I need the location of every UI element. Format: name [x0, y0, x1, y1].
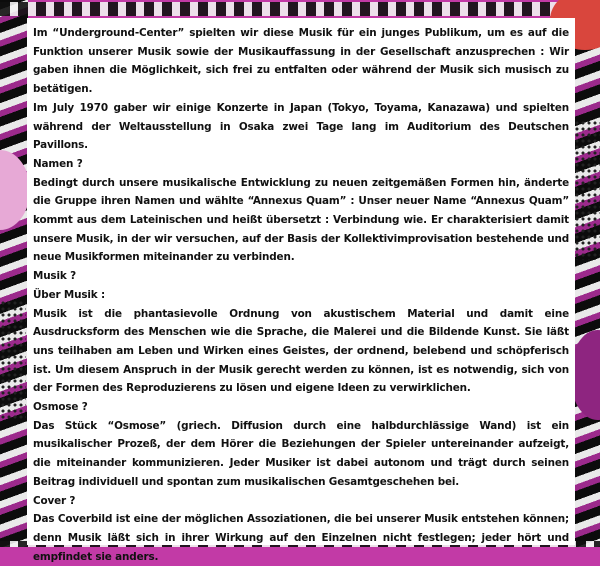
left-halftone-dots [0, 300, 26, 420]
paragraph-underground-center: Im “Underground-Center” spielten wir diese Musik für ein junges Publikum, um es auf die Funktion unserer Musik sowie der Musikauffassung in der Gesellschaft anzusprechen : Wir gaben ihnen die Möglichkeit, sich frei zu entfalten oder während der Musik sich musisch zu betätigen. [33, 27, 569, 96]
heading-musik: Musik ? [33, 270, 76, 283]
paragraph-cover: Das Coverbild ist eine der möglichen Assoziationen, die bei unserer Musik entstehen können; denn Musik läßt sich in ihrer Wirkung auf den Einzelnen nicht festlegen; jeder hört und empfindet sie anders. [33, 513, 569, 563]
right-zebra-stripes [574, 0, 600, 547]
heading-ueber-musik: Über Musik : [33, 288, 106, 301]
paragraph-namen: Bedingt durch unsere musikalische Entwicklung zu neuen zeitgemäßen Formen hin, änderte die Gruppe ihren Namen und wählte “Annexus Quam” : Unser neuer Name “Annexus Quam” kommt aus dem Lateinischen und heißt übersetzt : Verbindung wie. Er charakterisiert damit unsere Musik, in der wir versuchen, auf der Basis der Kollektivimprovisation bestehende und neue Musikformen miteinander zu verbinden. [33, 176, 569, 264]
text-panel [27, 18, 575, 563]
left-zebra-stripes [0, 0, 28, 547]
top-stripe-band [0, 2, 600, 16]
paragraph-osmose: Das Stück “Osmose” (griech. Diffusion durch eine halbdurchlässige Wand) ist ein musikalischer Prozeß, der dem Hörer die Beziehungen der Spieler untereinander aufzeigt, die miteinander kommunizieren. Jeder Musiker ist dabei autonom und trägt durch seinen Beitrag individuell und spontan zum musikalischen Gesamtgeschehen bei. [33, 419, 569, 488]
paragraph-japan-concerts: Im July 1970 gaber wir einige Konzerte in Japan (Tokyo, Toyama, Kanazawa) und spielten während der Weltausstellung in Osaka zwei Tage lang im Auditorium des Deutschen Pavillons. [33, 101, 569, 152]
heading-cover: Cover ? [33, 494, 76, 507]
heading-osmose: Osmose ? [33, 401, 88, 414]
paragraph-musik: Musik ist die phantasievolle Ordnung von akustischem Material und damit eine Ausdrucksform des Menschen wie die Sprache, die Malerei und die Bildende Kunst. Sie läßt uns teilhaben am Leben und Wirken eines Geistes, der ordnend, belebend und schöpferisch ist. Um diesem Anspruch in der Musik gerecht werden zu können, ist es notwendig, sich von der Formen des Reproduzierens zu lösen und eigene Ideen zu verwirklichen. [33, 307, 569, 395]
heading-namen: Namen ? [33, 157, 83, 170]
right-halftone-dots [574, 120, 600, 260]
